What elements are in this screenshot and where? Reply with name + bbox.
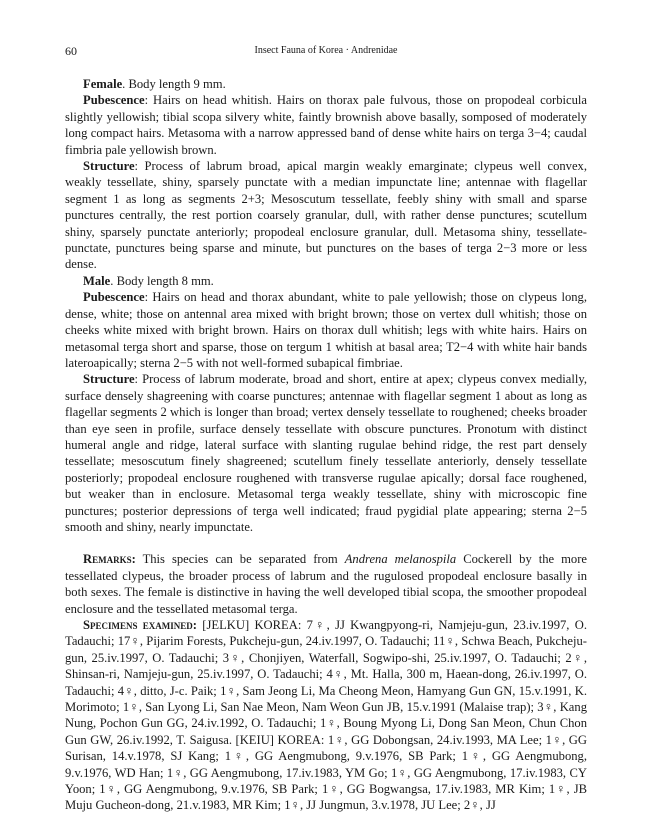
specimens-paragraph xyxy=(65,617,587,814)
page-number: 60 xyxy=(65,44,77,58)
male-structure-label: Structure xyxy=(83,372,135,387)
specimens-text: [JELKU] KOREA: 7♀, JJ Kwangpyong-ri, Namjeju-gun, 23.iv.1997, O. Tadauchi; 17♀, Pijarim Forests, Pukcheju-gun, 24.iv.1997, O. Tadauchi; 11♀, Schwa Beach, Pukcheju-gun, 25.iv.1997, O. Tadauchi; 3♀, Chonjiyen, Waterfall, Sogwipo-shi, 25.iv.1997, O. Tadauchi; 2♀, Shinsan-ri, Namjeju-gun, 25.iv.1997, O. Tadauchi; 4♀, Mt. Halla, 300 m, Haean-dong, 26.iv.1997, O. Tadauchi; 4♀, ditto, J-c. Paik; 1♀, Sam Jeong Li, Ma Cheong Meon, Hamyang Gun GN, 15.v.1991, K. Morimoto; 1♀, San Lyong Li, San Nae Meon, Nam Weon Gun JB, 15.v.1991 (Malaise trap); 3♀, Kang Nung, Pochon Gun GG, 24.iv.1992, O. Tadauchi; 1♀, Boung Myong Li, Dong San Meon, Chun Chon Gun GW, 26.iv.1992, T. Saigusa. [KEIU] KOREA: 1♀, GG Dobongsan, 24.iv.1993, MA Lee; 1♀, GG Surisan, 14.v.1978, SJ Kang; 1♀, GG Aengmubong, 9.v.1976, SB Park; 1♀, GG Aengmubong, 9.v.1976, WD Han; 1♀, GG Aengmubong, 17.iv.1983, YM Go; 1♀, GG Aengmubong, 17.iv.1983, CY Yoon; 1♀, GG Aengmubong, 9.v.1976, SB Park; 1♀, GG Bogwangsa, 17.iv.1983, MR Kim; 1♀, JB Muju Gucheon-dong, 21.v.1983, MR Kim; 1♀, JJ Jungmun, 3.v.1978, JU Lee; 2♀, JJ xyxy=(65,618,587,813)
female-structure-text: : Process of labrum broad, apical margin weakly emarginate; clypeus well convex, weakly tessellate, shiny, sparsely punctate with a median impunctate line; antennae with flagellar segment 1 as long as segments 2+3; Mesoscutum tessellate, feebly shiny with small and sparse punctures centrally, the rest portion coarsely granular, dull, with rather dense punctures; scutellum shiny, sparsely punctate anteriorly; propodeal enclosure granular, dull. Metasoma shiny, tessellate-punctate, punctures being sparse and minute, but punctures on the bases of terga 2−3 more or less dense. xyxy=(65,159,587,272)
male-structure-paragraph xyxy=(65,371,587,535)
female-paragraph xyxy=(65,76,587,92)
male-text: . Body length 8 mm. xyxy=(110,273,214,288)
running-head xyxy=(65,44,587,60)
female-structure-label: Structure xyxy=(83,159,135,174)
running-title: Insect Fauna of Korea · Andrenidae xyxy=(254,45,398,56)
male-pubescence-text: : Hairs on head and thorax abundant, white to pale yellowish; those on clypeus long, dense, white; those on antennal area mixed with bright brown; those on vertex dull whitish; those on cheeks white mixed with bright brown. Hairs on thorax dull whitish; legs with white hairs. Hairs on metasomal terga short and sparse, those on tergum 1 whitish at basal area; T2−4 with white hair bands lateroapically; sterna 2−5 with not well-formed subapical fimbriae. xyxy=(65,290,587,370)
body-text xyxy=(65,76,587,814)
male-label: Male xyxy=(83,273,111,288)
female-pubescence-label: Pubescence xyxy=(83,93,145,108)
male-pubescence-label: Pubescence xyxy=(83,290,145,305)
remarks-paragraph xyxy=(65,551,587,617)
specimens-label: Specimens examined: xyxy=(83,618,197,632)
remarks-text-before: This species can be separated from xyxy=(135,552,345,567)
male-pubescence-paragraph xyxy=(65,289,587,371)
female-text: . Body length 9 mm. xyxy=(122,77,226,91)
male-paragraph xyxy=(65,273,587,289)
female-structure-paragraph xyxy=(65,158,587,273)
remarks-species: Andrena melanospila xyxy=(344,552,457,567)
female-label: Female xyxy=(83,77,123,91)
female-pubescence-paragraph xyxy=(65,92,587,158)
male-structure-text: : Process of labrum moderate, broad and short, entire at apex; clypeus convex medially, surface densely shagreening with coarse punctures; antennae with flagellar segment 1 about as long as flagellar segments 2 which is longer than broad; vertex densely tessellate to roughened; cheeks broader than eye seen in profile, surface densely tessellate with obscure punctures. Pronotum with distinct humeral angle and ridge, lateral surface with slanting rugulae behind ridge, the rest part densely tessellate; mesoscutum finely shagreened; scutellum finely tessellate anteriorly, densely tessellate posteriorly; propodeal enclosure roughened with transverse rugulae apically; dorsal face roughened, but weaker than in enclosure. Metasomal terga weakly tessellate, shiny with microscopic fine punctures; posterior depressions of terga well indicated; fraud pygidial plate appearing; sterna 2−5 smooth and shiny, nearly impunctate. xyxy=(65,372,587,534)
female-pubescence-text: : Hairs on head whitish. Hairs on thorax pale fulvous, those on propodeal corbicula slightly yellowish; tibial scopa silvery white, faintly brownish above basally, somposed of moderately long compact hairs. Metasoma with a narrow appressed band of dense white hairs on terga 3−4; caudal fimbria pale yellowish brown. xyxy=(65,93,587,157)
remarks-label: Remarks: xyxy=(83,552,136,567)
remarks-text-after: Cockerell by the more tessellated clypeus, the broader process of labrum and the rugulosed propodeal enclosure basally in both sexes. The female is distinctive in having the well developed tibial scopa, the smoother propodeal enclosure and the tessellated metasomal terga. xyxy=(65,552,588,616)
